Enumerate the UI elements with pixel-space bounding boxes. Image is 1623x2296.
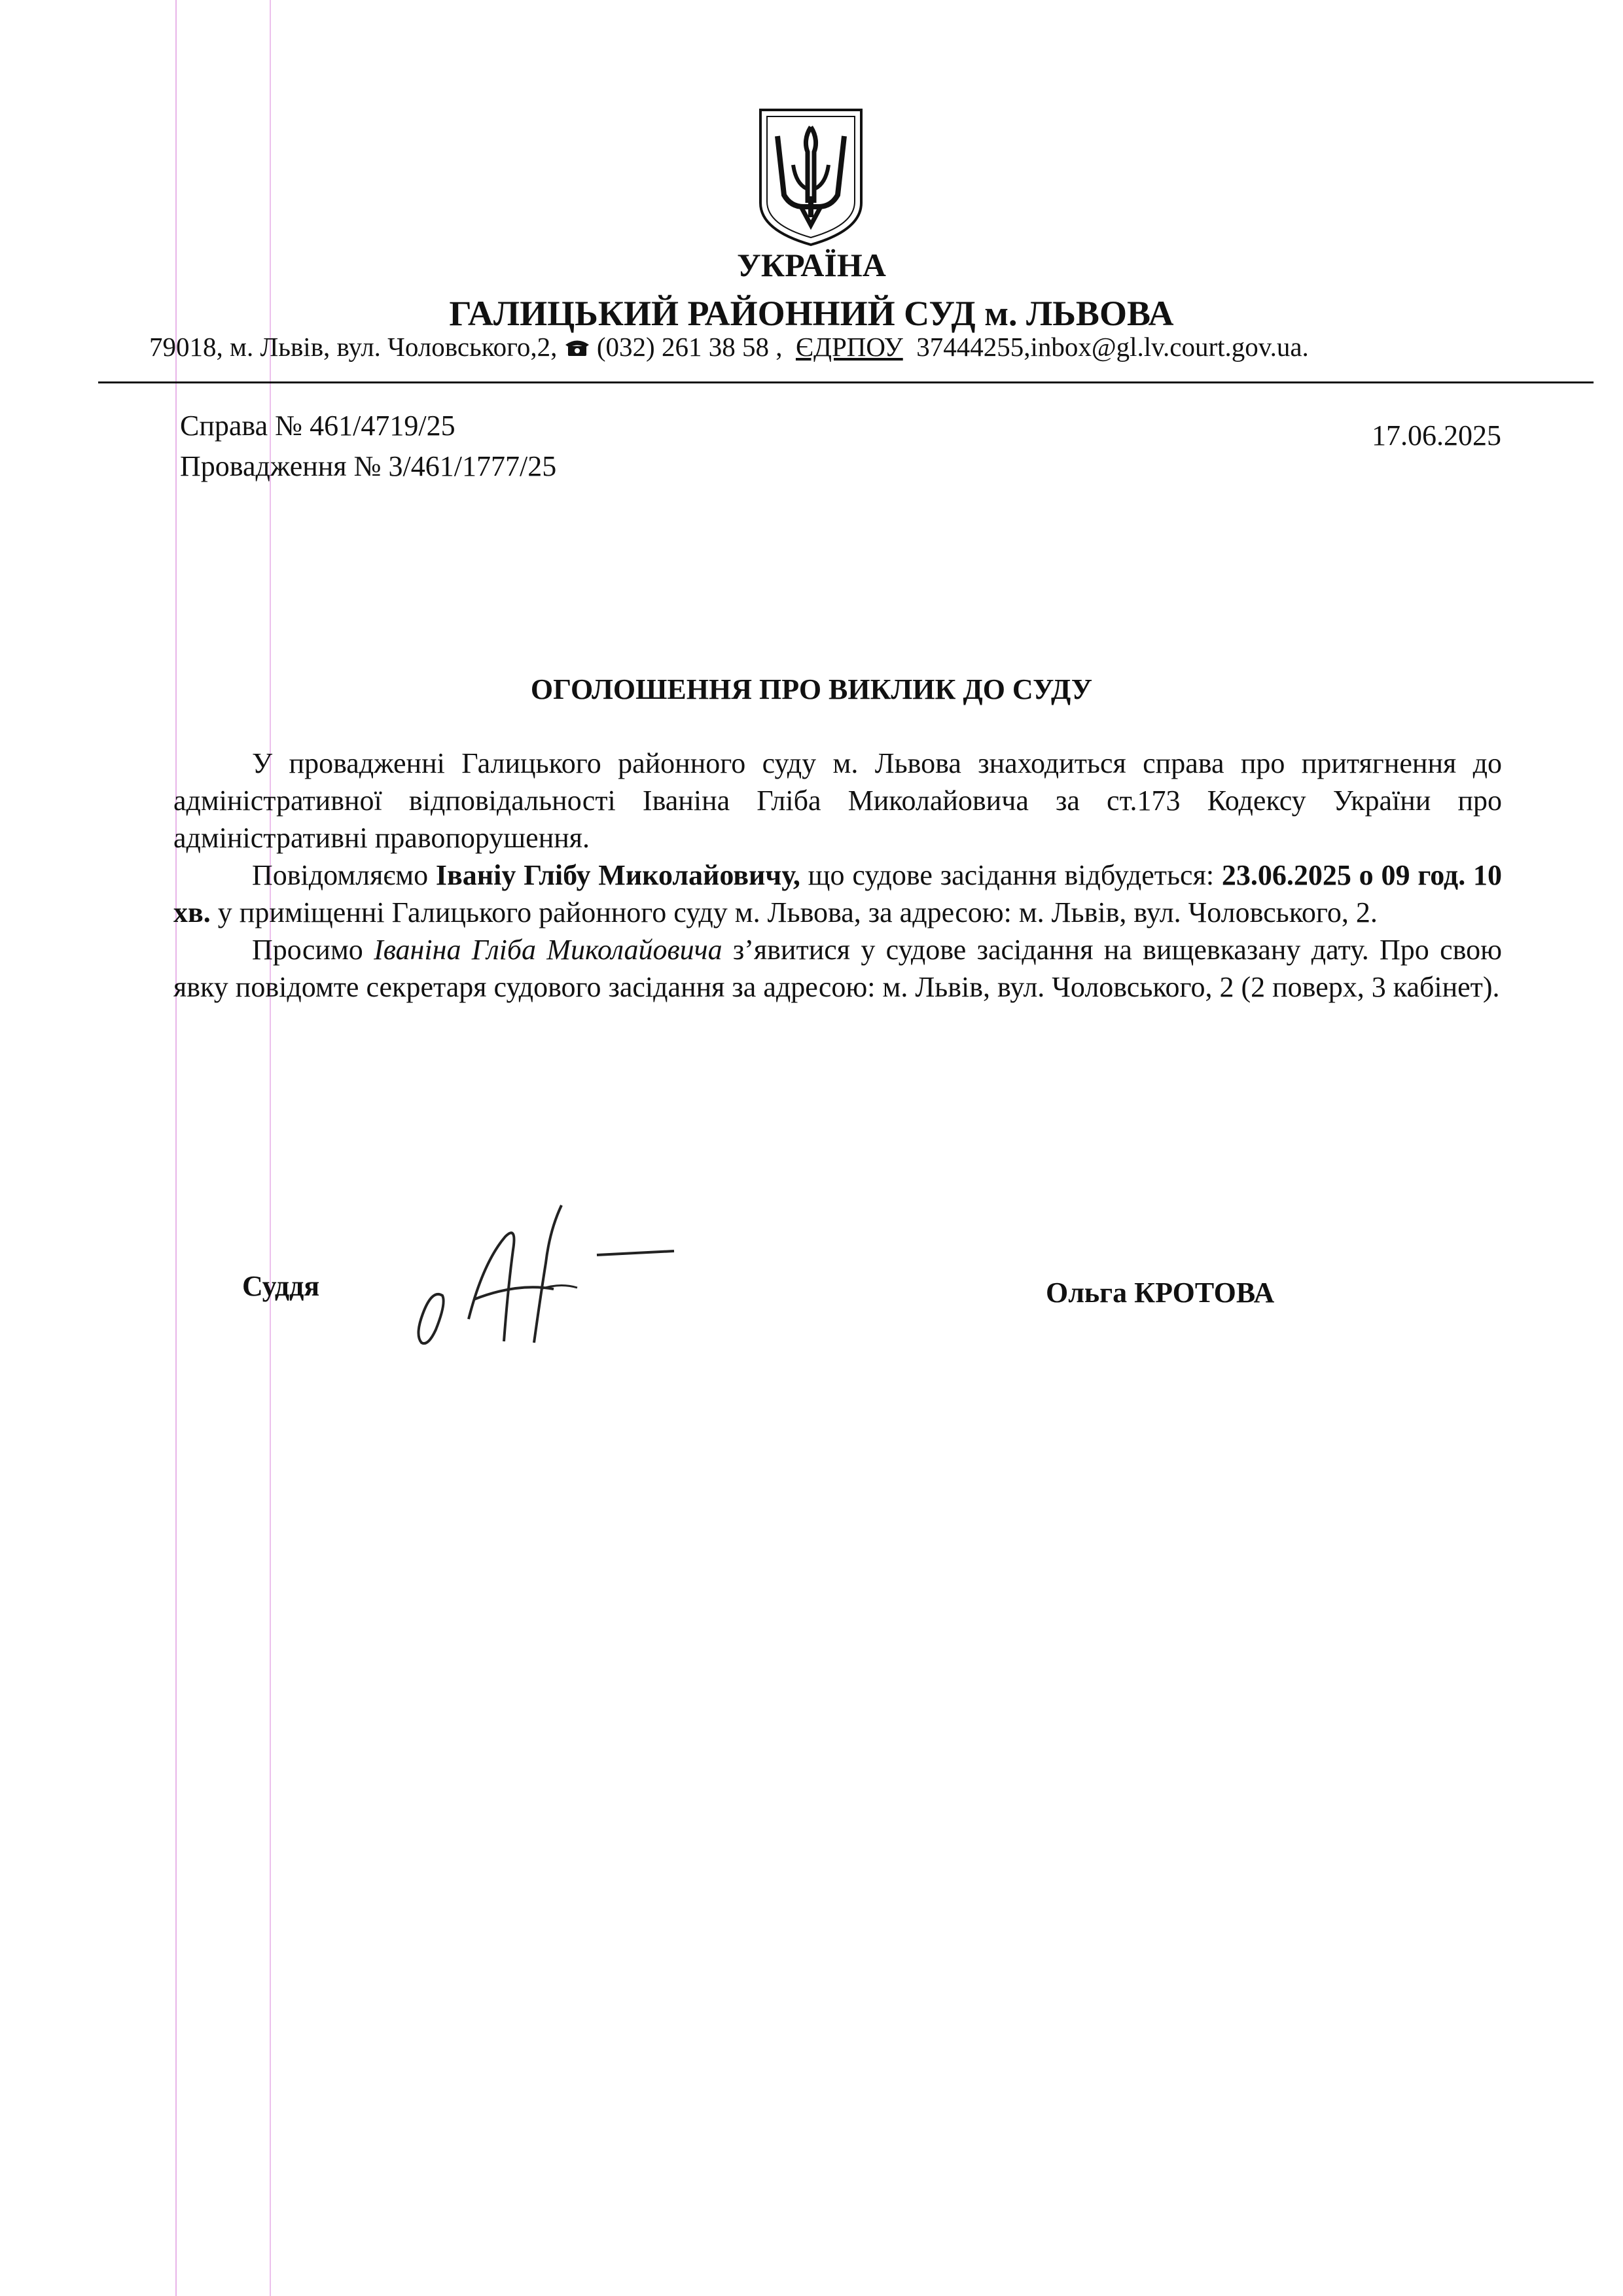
recipient-name: Іваніу Глібу Миколайовичу, [435, 859, 800, 891]
signer-title: Суддя [242, 1270, 320, 1302]
case-number: Справа № 461/4719/25 [180, 410, 455, 442]
document-date: 17.06.2025 [1372, 419, 1501, 451]
header-divider [98, 381, 1594, 383]
proceeding-number: Провадження № 3/461/1777/25 [180, 450, 557, 482]
signer-name: Ольга КРОТОВА [1046, 1277, 1275, 1309]
address-text: 79018, м. Львів, вул. Чоловського,2, [149, 332, 558, 362]
phone-icon [564, 338, 590, 357]
summoned-person-name: Іваніна Гліба Миколайовича [374, 934, 722, 966]
document-body [173, 745, 1502, 1006]
phone-number: (032) 261 38 58 , [596, 332, 783, 362]
edrpou-label: ЄДРПОУ [795, 332, 903, 362]
court-address-line [149, 331, 1556, 362]
hearing-datetime: 23.06.2025 о 09 год. 10 хв. [173, 859, 1503, 928]
paragraph-hearing-notice: Повідомляємо Іваніу Глібу Миколайовичу, що судове засідання відбудеться: 23.06.2025 о 09 год. 10 хв. у приміщенні Галицького районного суду м. Львова, за адресою: м. Львів, вул. Чоловського, 2. [173, 859, 1503, 928]
court-name: ГАЛИЦЬКИЙ РАЙОННИЙ СУД м. ЛЬВОВА [449, 294, 1174, 333]
paragraph-case-info: У провадженні Галицького районного суду м. Львова знаходиться справа про притягнення до адміністративної відповідальності Іваніна Гліба Миколайовича за ст.173 Кодексу України про адміністративні правопорушення. [173, 747, 1502, 854]
edrpou-and-email: 37444255,inbox@gl.lv.court.gov.ua. [916, 332, 1309, 362]
handwritten-signature-icon [406, 1191, 694, 1361]
paragraph-request: Просимо Іваніна Гліба Миколайовича з’явитися у судове засідання на вищевказану дату. Про свою явку повідомте секретаря судового засідання за адресою: м. Львів, вул. Чоловського, 2 (2 поверх, 3 кабінет). [173, 934, 1502, 1003]
country-name: УКРАЇНА [737, 247, 886, 283]
document-title: ОГОЛОШЕННЯ ПРО ВИКЛИК ДО СУДУ [530, 673, 1093, 705]
trident-coat-of-arms-icon [754, 105, 868, 249]
